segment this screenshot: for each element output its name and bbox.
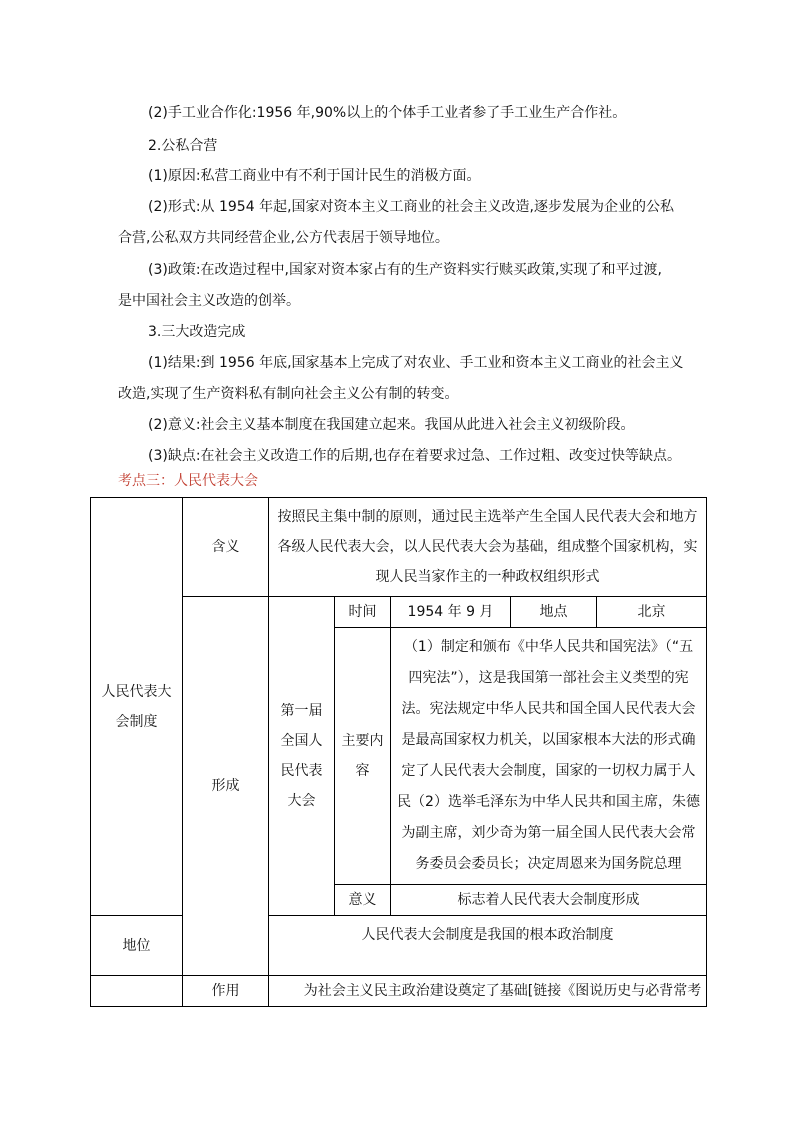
paragraph-significance: (2)意义:社会主义基本制度在我国建立起来。我国从此进入社会主义初级阶段。 xyxy=(148,417,635,433)
paragraph-form-line1: (2)形式:从 1954 年起,国家对资本主义工商业的社会主义改造,逐步发展为企业的公私 xyxy=(148,199,674,215)
subheading-completion: 3.三大改造完成 xyxy=(148,324,246,340)
meaning-label: 含义 xyxy=(183,498,269,597)
content-text: （1）制定和颁布《中华人民共和国宪法》（“五四宪法”），这是我国第一部社会主义类型的宪法。宪法规定中华人民共和国全国人民代表大会是最高国家权力机关，以国家根本大法的形式确定了人民代表大会制度，国家的一切权力属于人民（2）选举毛泽东为中华人民共和国主席，朱德为副主席，刘少奇为第一届全国人民代表大会常务委员会委员长；决定周恩来为国务院总理 xyxy=(391,628,707,885)
significance-label: 意义 xyxy=(335,885,391,916)
time-label: 时间 xyxy=(335,597,391,628)
section-heading: 考点三：人民代表大会 xyxy=(118,473,258,489)
role-label: 作用 xyxy=(183,976,269,1007)
place-label: 地点 xyxy=(511,597,597,628)
system-cell: 人民代表大会制度 xyxy=(91,498,183,916)
paragraph-reason: (1)原因:私营工商业中有不利于国计民生的消极方面。 xyxy=(148,168,481,184)
formation-label: 形成 xyxy=(183,597,269,976)
place-value: 北京 xyxy=(597,597,707,628)
npc-table xyxy=(90,497,707,1007)
significance-text: 标志着人民代表大会制度形成 xyxy=(391,885,707,916)
status-label: 地位 xyxy=(91,916,183,976)
role-text: 为社会主义民主政治建设奠定了基础[链接《图说历史与必背常考 xyxy=(269,976,707,1007)
paragraph-result-line2: 改造,实现了生产资料私有制向社会主义公有制的转变。 xyxy=(118,386,459,402)
paragraph-result-line1: (1)结果:到 1956 年底,国家基本上完成了对农业、手工业和资本主义工商业的社会主义 xyxy=(148,355,684,371)
paragraph-form-line2: 合营,公私双方共同经营企业,公方代表居于领导地位。 xyxy=(118,230,449,246)
paragraph-policy-line1: (3)政策:在改造过程中,国家对资本家占有的生产资料实行赎买政策,实现了和平过渡, xyxy=(148,262,662,278)
paragraph-shortcomings: (3)缺点:在社会主义改造工作的后期,也存在着要求过急、工作过粗、改变过快等缺点。 xyxy=(148,448,681,464)
meaning-text: 按照民主集中制的原则，通过民主选举产生全国人民代表大会和地方各级人民代表大会，以人民代表大会为基础，组成整个国家机构，实现人民当家作主的一种政权组织形式 xyxy=(269,498,707,597)
paragraph-policy-line2: 是中国社会主义改造的创举。 xyxy=(118,293,300,309)
status-text: 人民代表大会制度是我国的根本政治制度 xyxy=(269,916,707,976)
paragraph-handicraft: (2)手工业合作化:1956 年,90%以上的个体手工业者参了手工业生产合作社。 xyxy=(148,105,627,121)
first-npc-cell: 第一届全国人民代表大会 xyxy=(269,597,335,916)
role-spacer xyxy=(91,976,183,1007)
time-value: 1954 年 9 月 xyxy=(391,597,511,628)
subheading-joint-venture: 2.公私合营 xyxy=(148,138,218,154)
content-label: 主要内容 xyxy=(335,628,391,885)
